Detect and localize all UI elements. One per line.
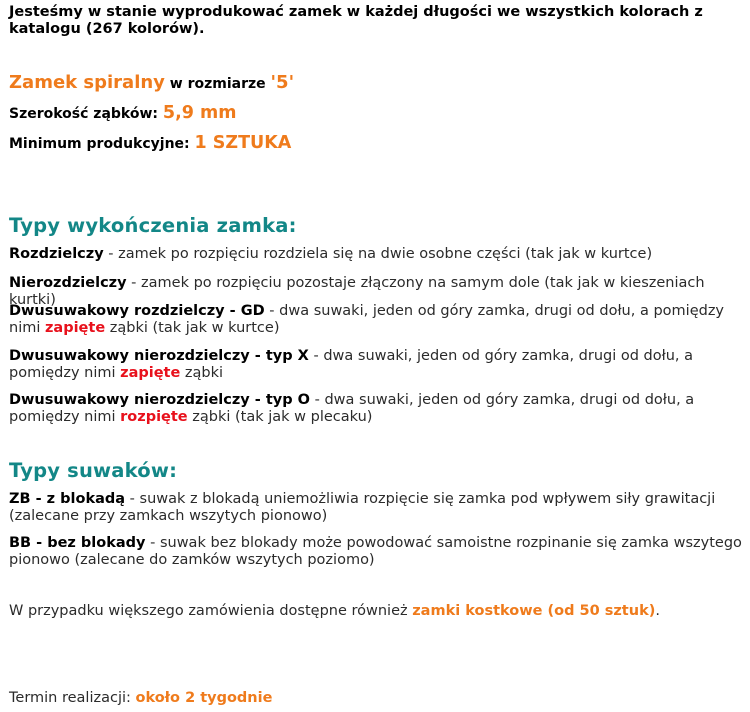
slider-item-desc: - suwak bez blokady może powodować samoistne rozpinanie się zamka wszytego pionowo (zalecane do zamków wszytych poziomo) [9,535,742,568]
bulk-order-note [9,603,742,619]
finish-item-highlight: zapięte [44,319,106,336]
finish-item-desc-end: ząbki [180,364,224,381]
size-value: '5' [270,72,295,93]
slider-item-desc: - suwak z blokadą uniemożliwia rozpięcie się zamka pod wpływem siły grawitacji (zalecane przy zamkach wszytych pionowo) [9,491,716,524]
finish-item-desc: - zamek po rozpięciu rozdziela się na dwie osobne części (tak jak w kurtce) [103,246,653,262]
size-label: w rozmiarze [164,76,271,92]
finish-item-desc: - dwa suwaki, jeden od góry zamka, drugi od dołu, a pomiędzy nimi [9,348,694,381]
slider-item-name: BB - bez blokady [9,535,146,551]
finish-item-name: Dwusuwakowy nierozdzielczy - typ X [9,348,309,364]
finish-item-name: Nierozdzielczy [9,275,127,291]
teeth-width-value: 5,9 mm [162,103,237,123]
finish-item-name: Dwusuwakowy nierozdzielczy - typ O [9,392,311,408]
finish-item-desc: - dwa suwaki, jeden od góry zamka, drugi od dołu, a pomiędzy nimi [9,392,695,425]
lead-time-label: Termin realizacji: [9,690,136,706]
finish-item [9,392,742,425]
finish-item-name: Rozdzielczy [9,246,104,262]
teeth-width-label: Szerokość ząbków: [9,106,163,122]
bulk-order-text: W przypadku większego zamówienia dostępne również [9,603,413,619]
slider-item [9,535,742,568]
finish-item-desc: - zamek po rozpięciu pozostaje złączony na samym dole (tak jak w kieszeniach kurtki) [9,275,705,308]
intro-text: Jesteśmy w stanie wyprodukować zamek w każdej długości we wszystkich kolorach z katalogu (267 kolorów). [9,4,703,37]
minimum-order-line [9,133,742,153]
finish-item [9,246,742,263]
lead-time [9,690,742,706]
finish-item-desc-end: ząbki (tak jak w plecaku) [187,408,373,425]
slider-item-name: ZB - z blokadą [9,491,126,507]
finish-item-name: Dwusuwakowy rozdzielczy - GD [9,303,265,319]
finish-types-heading: Typy wykończenia zamka: [9,214,297,237]
slider-types-heading: Typy suwaków: [9,459,178,482]
teeth-width-line [9,103,742,123]
slider-item [9,491,742,524]
bulk-order-end: . [655,603,660,619]
zipper-type-title: Zamek spiralny [9,72,165,93]
lead-time-value: około 2 tygodnie [135,690,273,706]
finish-item [9,303,742,336]
finish-item [9,348,742,381]
minimum-order-label: Minimum produkcyjne: [9,136,195,152]
minimum-order-value: 1 SZTUKA [194,133,292,153]
finish-item-desc: - dwa suwaki, jeden od góry zamka, drugi od dołu, a pomiędzy nimi [9,303,725,336]
finish-item-highlight: rozpięte [120,408,188,425]
zipper-type-line [9,72,742,93]
bulk-order-highlight: zamki kostkowe (od 50 sztuk) [412,603,656,619]
finish-item-desc-end: ząbki (tak jak w kurtce) [105,319,280,336]
finish-item-highlight: zapięte [120,364,181,381]
